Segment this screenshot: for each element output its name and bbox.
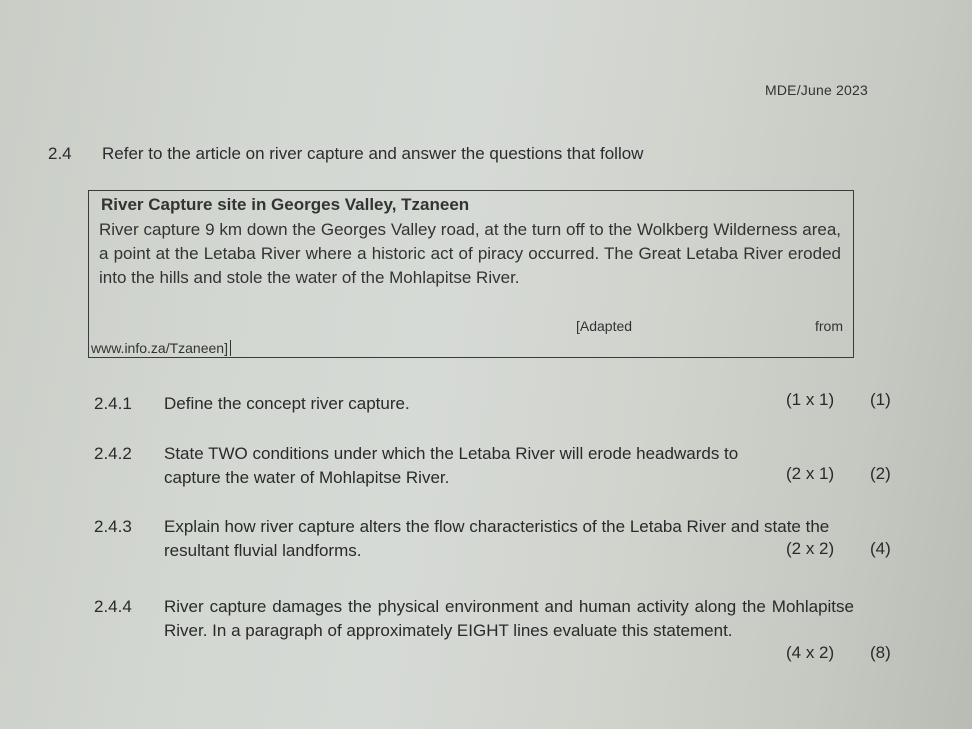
marks-total: (8) <box>870 643 891 662</box>
question-number: 2.4.2 <box>94 444 132 463</box>
marks-total: (4) <box>870 539 891 558</box>
question-text: Explain how river capture alters the flow characteristics of the Letaba River and state the resultant fluvial landforms. <box>164 517 830 560</box>
article-source-prefix: [Adapted <box>576 318 633 334</box>
marks-breakdown: (2 x 2) <box>786 539 835 558</box>
marks-breakdown: (2 x 1) <box>786 464 835 483</box>
question-number: 2.4.3 <box>94 517 132 536</box>
marks-breakdown: (4 x 2) <box>786 643 835 662</box>
article-source-from: from <box>815 318 843 334</box>
question-text: River capture damages the physical environment and human activity along the Mohlapitse River. In a paragraph of approximately EIGHT lines evaluate this statement. <box>164 597 854 640</box>
marks-total: (1) <box>870 390 891 409</box>
question-text: State TWO conditions under which the Letaba River will erode headwards to capture the water of Mohlapitse River. <box>164 444 739 487</box>
section-instruction-text: Refer to the article on river capture and answer the questions that follow <box>102 144 644 163</box>
section-instruction <box>48 144 643 164</box>
article-title: River Capture site in Georges Valley, Tzaneen <box>101 195 470 214</box>
marks-breakdown: (1 x 1) <box>786 390 835 409</box>
article-source-url: www.info.za/Tzaneen] <box>91 340 231 356</box>
question-number: 2.4.4 <box>94 597 132 616</box>
article-box <box>88 190 854 358</box>
question-number: 2.4.1 <box>94 394 132 413</box>
marks-total: (2) <box>870 464 891 483</box>
question-text: Define the concept river capture. <box>164 394 410 413</box>
section-number: 2.4 <box>48 144 72 163</box>
article-body: River capture 9 km down the Georges Valley road, at the turn off to the Wolkberg Wilderness area, a point at the Letaba River where a historic act of piracy occurred. The Great Letaba River eroded into the hills and stole the water of the Mohlapitse River. <box>99 220 841 287</box>
exam-reference: MDE/June 2023 <box>765 82 868 98</box>
